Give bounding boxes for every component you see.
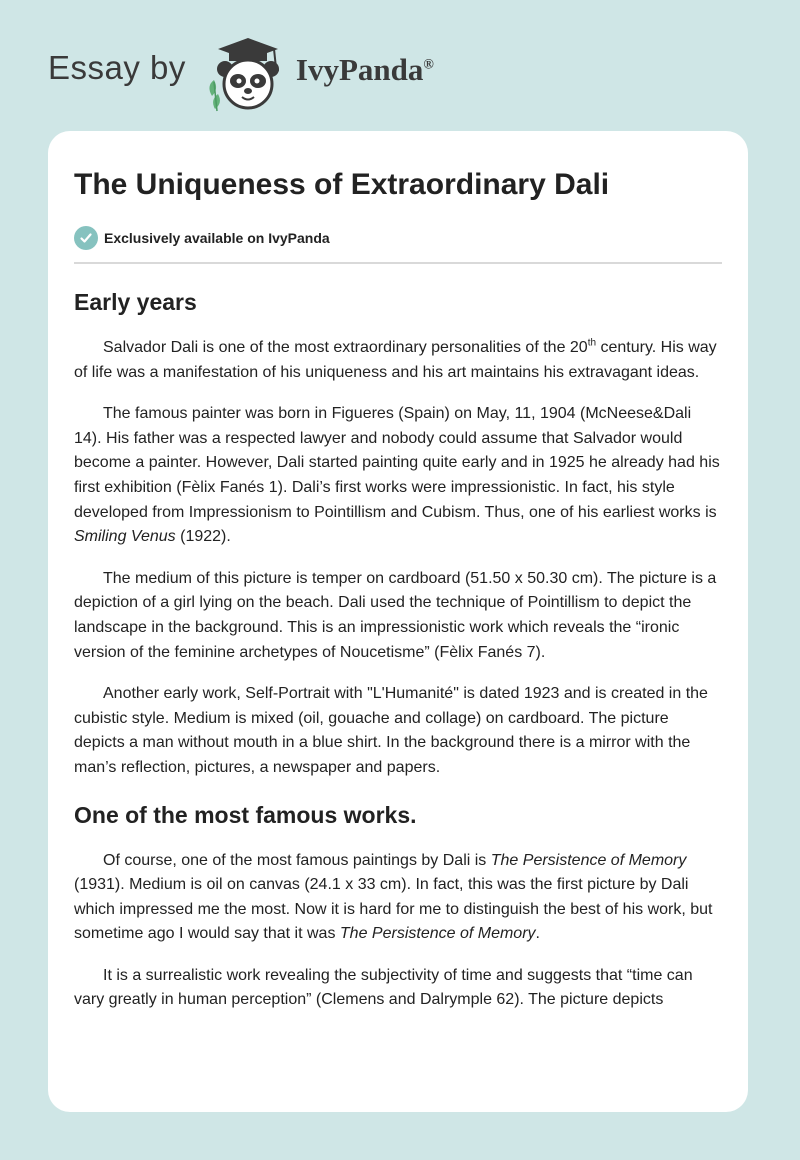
- paragraph: [74, 336, 722, 385]
- site-header: [48, 36, 548, 112]
- title-divider: [74, 262, 722, 264]
- artwork-title: The Persistence of Memory: [339, 925, 536, 943]
- ordinal-suffix: th: [587, 337, 597, 349]
- paragraph: [74, 849, 722, 947]
- essay-by-label: Essay by: [48, 49, 186, 86]
- paragraph-text: .: [535, 925, 540, 943]
- badge-label: Exclusively available on IvyPanda: [104, 230, 330, 246]
- paragraph-text: century. His way of life was a manifestation of his uniqueness and his art maintains his extravagant ideas.: [74, 339, 717, 381]
- essay-card: [48, 131, 748, 1112]
- panda-logo-icon[interactable]: [198, 36, 294, 112]
- exclusive-badge: [74, 226, 722, 250]
- paragraph: It is a surrealistic work revealing the subjectivity of time and suggests that “time can vary greatly in human perception” (Clemens and Dalrymple 62). The picture depicts: [74, 966, 693, 1009]
- paragraph-text: (1922).: [175, 528, 231, 546]
- brand-name-text: IvyPanda: [295, 52, 424, 87]
- section-heading-early-years: Early years: [74, 289, 197, 315]
- ivypanda-brand[interactable]: [296, 52, 434, 88]
- paragraph-text: (1931). Medium is oil on canvas (24.1 x 33 cm). In fact, this was the first picture by Dali which impressed me the most. Now it is hard for me to distinguish the best of his work, but sometime ago I would say that it was: [74, 876, 713, 943]
- paragraph-text: Salvador Dali is one of the most extraordinary personalities of the 20: [103, 339, 588, 356]
- paragraph-text: Of course, one of the most famous paintings by Dali is: [103, 851, 491, 869]
- artwork-title: Smiling Venus: [74, 528, 176, 546]
- registered-mark: ®: [423, 57, 434, 73]
- paragraph: The medium of this picture is temper on cardboard (51.50 x 50.30 cm). The picture is a depiction of a girl lying on the beach. Dali used the technique of Pointillism to depict the landscape in the background. This is an impressionistic work which reveals the “ironic version of the feminine archetypes of Noucetisme” (Fèlix Fanés 7).: [74, 569, 717, 661]
- paragraph: Another early work, Self-Portrait with "L'Humanité" is dated 1923 and is created in the cubistic style. Medium is mixed (oil, gouache and collage) on cardboard. The picture depicts a man without mouth in a blue shirt. In the background there is a mirror with the man’s reflection, pictures, a newspaper and papers.: [74, 685, 708, 776]
- paragraph-text: The famous painter was born in Figueres (Spain) on May, 11, 1904 (McNeese&Dali 14). His father was a respected lawyer and nobody could assume that Salvador would become a painter. However, Dali started painting quite early and in 1925 he already had his first exhibition (Fèlix Fanés 1). Dali’s first works were impressionistic. In fact, his style developed from Impressionism to Pointillism and Cubism. Thus, one of his earliest works is: [74, 405, 720, 521]
- section-heading-famous-works: One of the most famous works.: [74, 801, 417, 828]
- essay-title: The Uniqueness of Extraordinary Dali: [74, 168, 610, 201]
- check-icon: [74, 226, 98, 250]
- artwork-title: The Persistence of Memory: [490, 851, 687, 869]
- paragraph: [74, 402, 722, 550]
